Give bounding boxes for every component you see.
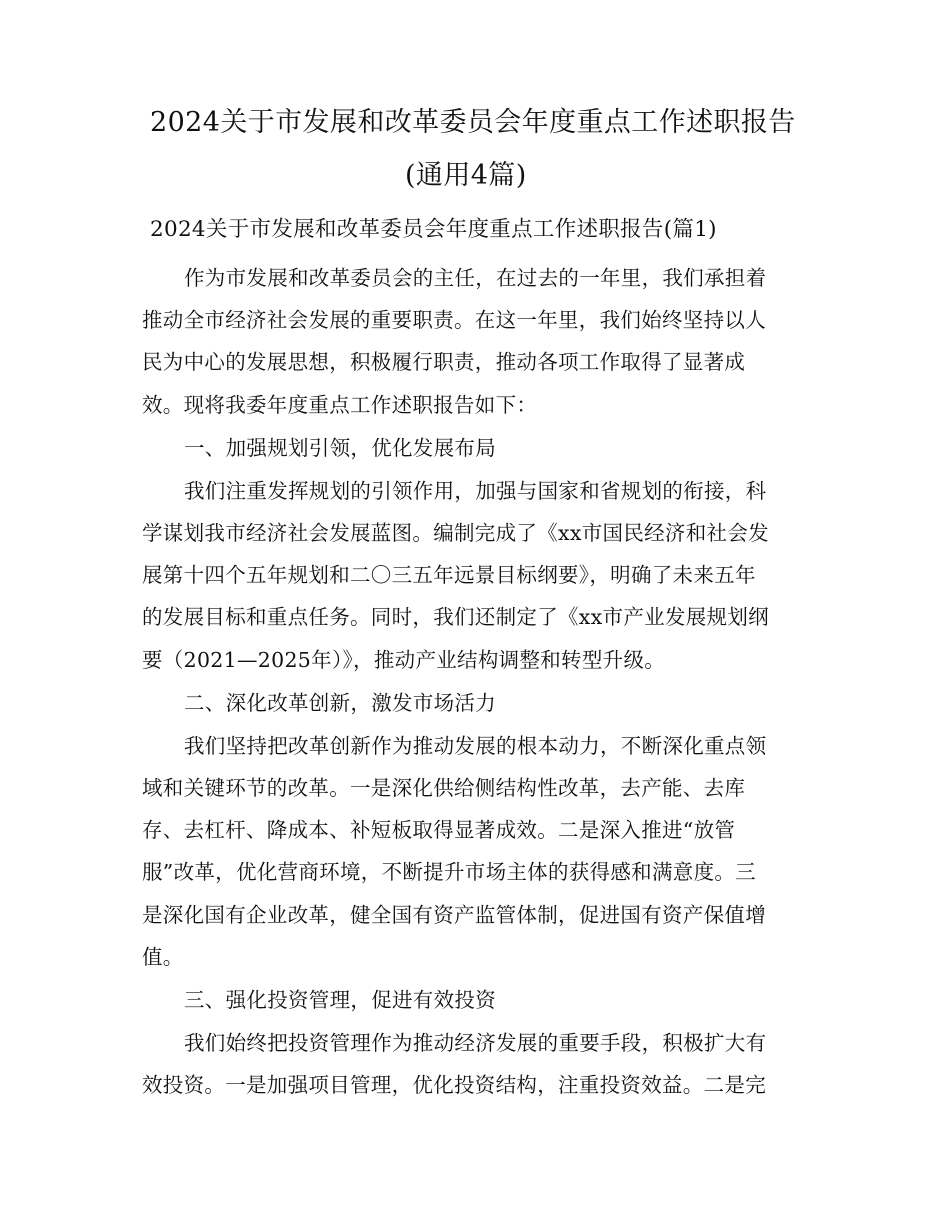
body-line: 效。现将我委年度重点工作述职报告如下： <box>142 393 538 417</box>
body-line: 效投资。一是加强项目管理，优化投资结构，注重投资效益。二是完 <box>142 1073 766 1097</box>
section-heading: 三、强化投资管理，促进有效投资 <box>184 988 496 1012</box>
body-line: 作为市发展和改革委员会的主任，在过去的一年里，我们承担着 <box>184 266 767 290</box>
document-title-line-2: (通用4篇) <box>405 160 527 191</box>
body-line: 存、去杠杆、降成本、补短板取得显著成效。二是深入推进“放管 <box>142 818 736 842</box>
body-line: 展第十四个五年规划和二〇三五年远景目标纲要》，明确了未来五年 <box>142 563 756 587</box>
section-heading: 二、深化改革创新，激发市场活力 <box>184 691 496 715</box>
body-line: 的发展目标和重点任务。同时，我们还制定了《xx市产业发展规划纲 <box>142 605 769 629</box>
body-line: 民为中心的发展思想，积极履行职责，推动各项工作取得了显著成 <box>142 350 746 374</box>
body-line: 推动全市经济社会发展的重要职责。在这一年里，我们始终坚持以人 <box>142 308 766 332</box>
section-title: 2024关于市发展和改革委员会年度重点工作述职报告(篇1) <box>150 217 717 242</box>
body-line: 服”改革，优化营商环境，不断提升市场主体的获得感和满意度。三 <box>142 860 756 884</box>
document-title-line-1: 2024关于市发展和改革委员会年度重点工作述职报告 <box>150 107 796 138</box>
body-line: 我们始终把投资管理作为推动经济发展的重要手段，积极扩大有 <box>184 1031 767 1055</box>
body-line: 我们注重发挥规划的引领作用，加强与国家和省规划的衔接，科 <box>184 479 767 503</box>
body-line: 学谋划我市经济社会发展蓝图。编制完成了《xx市国民经济和社会发 <box>142 521 769 545</box>
body-line: 是深化国有企业改革，健全国有资产监管体制，促进国有资产保值增 <box>142 903 766 927</box>
body-line: 域和关键环节的改革。一是深化供给侧结构性改革，去产能、去库 <box>142 776 746 800</box>
body-line: 我们坚持把改革创新作为推动发展的根本动力，不断深化重点领 <box>184 734 767 758</box>
body-line: 要（2021—2025年）》，推动产业结构调整和转型升级。 <box>142 648 666 672</box>
body-line: 值。 <box>142 945 184 969</box>
section-heading: 一、加强规划引领，优化发展布局 <box>184 436 496 460</box>
